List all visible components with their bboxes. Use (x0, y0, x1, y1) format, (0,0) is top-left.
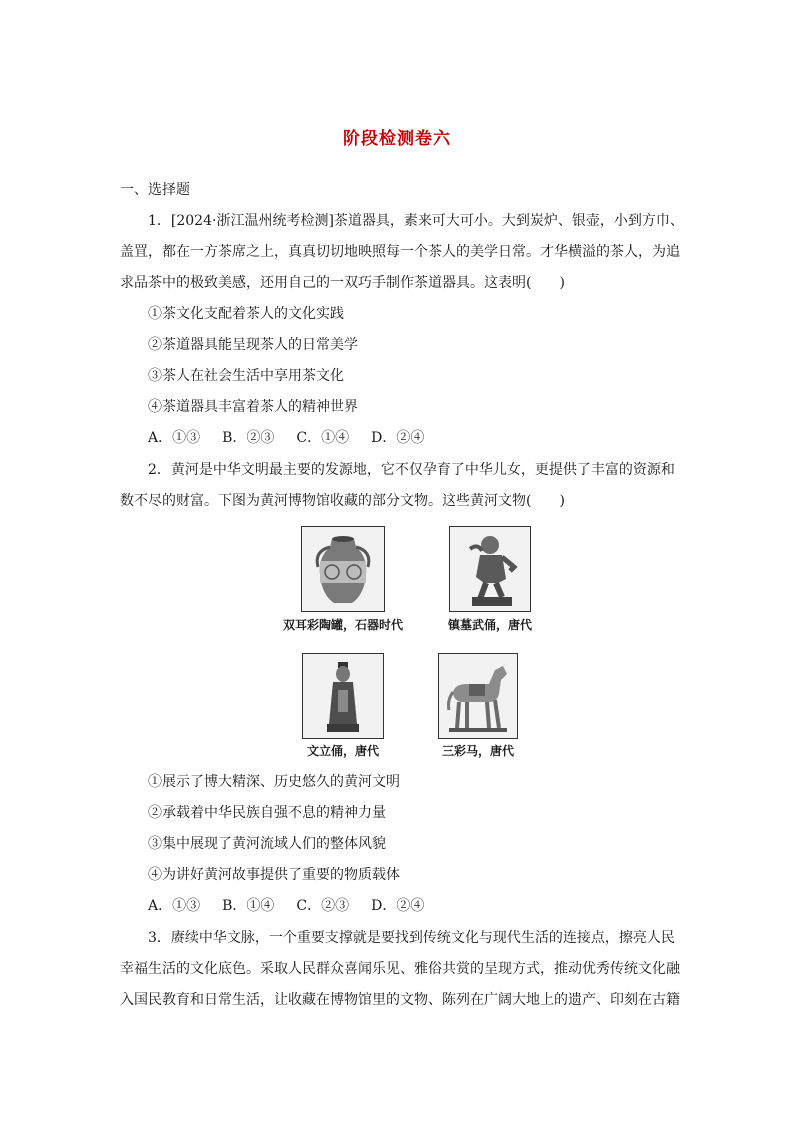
q1-item-3: ③茶人在社会生活中享用茶文化 (148, 368, 344, 384)
warrior-figurine-icon (450, 527, 530, 611)
figure-caption-tricolor-horse: 三彩马，唐代 (441, 744, 514, 758)
q2-stem-line-2: 数不尽的财富。下图为黄河博物馆收藏的部分文物。这些黄河文物( ) (120, 493, 565, 509)
q1-option-b: B．②③ (222, 430, 275, 446)
figure-caption-standing-official: 文立俑，唐代 (306, 744, 379, 758)
q2-stem-line-1: 2．黄河是中华文明最主要的发源地，它不仅孕育了中华儿女，更提供了丰富的资源和 (148, 462, 675, 478)
q3-stem-line-1: 3．赓续中华文脉，一个重要支撑就是要找到传统文化与现代生活的连接点，擦亮人民 (148, 930, 675, 946)
q1-item-2: ②茶道器具能呈现茶人的日常美学 (148, 337, 358, 353)
figure-warrior (449, 526, 531, 612)
tricolor-horse-icon (439, 654, 517, 738)
figure-caption-pottery-jar: 双耳彩陶罐，石器时代 (282, 618, 403, 632)
q1-stem-line-3: 求品茶中的极致美感，还用自己的一双巧手制作茶道器具。这表明( ) (120, 275, 565, 291)
q1-options (148, 428, 446, 448)
figure-standing-official (302, 653, 384, 739)
pottery-jar-icon (302, 527, 384, 611)
q2-item-1: ①展示了博大精深、历史悠久的黄河文明 (148, 774, 400, 790)
q1-item-4: ④茶道器具丰富着茶人的精神世界 (148, 399, 358, 415)
q2-item-2: ②承载着中华民族自强不息的精神力量 (148, 805, 386, 821)
q1-stem-line-2: 盖罝，都在一方茶席之上，真真切切地映照每一个茶人的美学日常。才华横溢的茶人，为追 (120, 244, 680, 260)
q1-option-c: C．①④ (296, 430, 350, 446)
figure-pottery-jar (301, 526, 385, 612)
q2-item-3: ③集中展现了黄河流域人们的整体风貌 (148, 836, 386, 852)
q2-options (148, 896, 446, 916)
standing-official-figurine-icon (303, 654, 383, 738)
q2-option-d: D．②④ (371, 898, 425, 914)
q1-option-a: A．①③ (148, 430, 201, 446)
figure-caption-warrior: 镇墓武俑，唐代 (447, 618, 532, 632)
q2-option-a: A．①③ (148, 898, 201, 914)
q2-item-4: ④为讲好黄河故事提供了重要的物质载体 (148, 867, 400, 883)
q2-option-b: B．①④ (222, 898, 275, 914)
q1-option-d: D．②④ (371, 430, 425, 446)
figure-tricolor-horse (438, 653, 518, 739)
section-heading: 一、选择题 (120, 182, 190, 198)
q1-stem-line-1: 1．[2024·浙江温州统考检测]茶道器具，素来可大可小。大到炭炉、银壶，小到方巾、 (148, 213, 684, 229)
q1-item-1: ①茶文化支配着茶人的文化实践 (148, 306, 344, 322)
page-title: 阶段检测卷六 (343, 129, 451, 149)
q2-option-c: C．②③ (296, 898, 350, 914)
q3-stem-line-2: 幸福生活的文化底色。采取人民群众喜闻乐见、雅俗共赏的呈现方式，推动优秀传统文化融 (120, 961, 680, 977)
q3-stem-line-3: 入国民教育和日常生活，让收藏在博物馆里的文物、陈列在广阔大地上的遗产、印刻在古籍 (120, 992, 680, 1008)
